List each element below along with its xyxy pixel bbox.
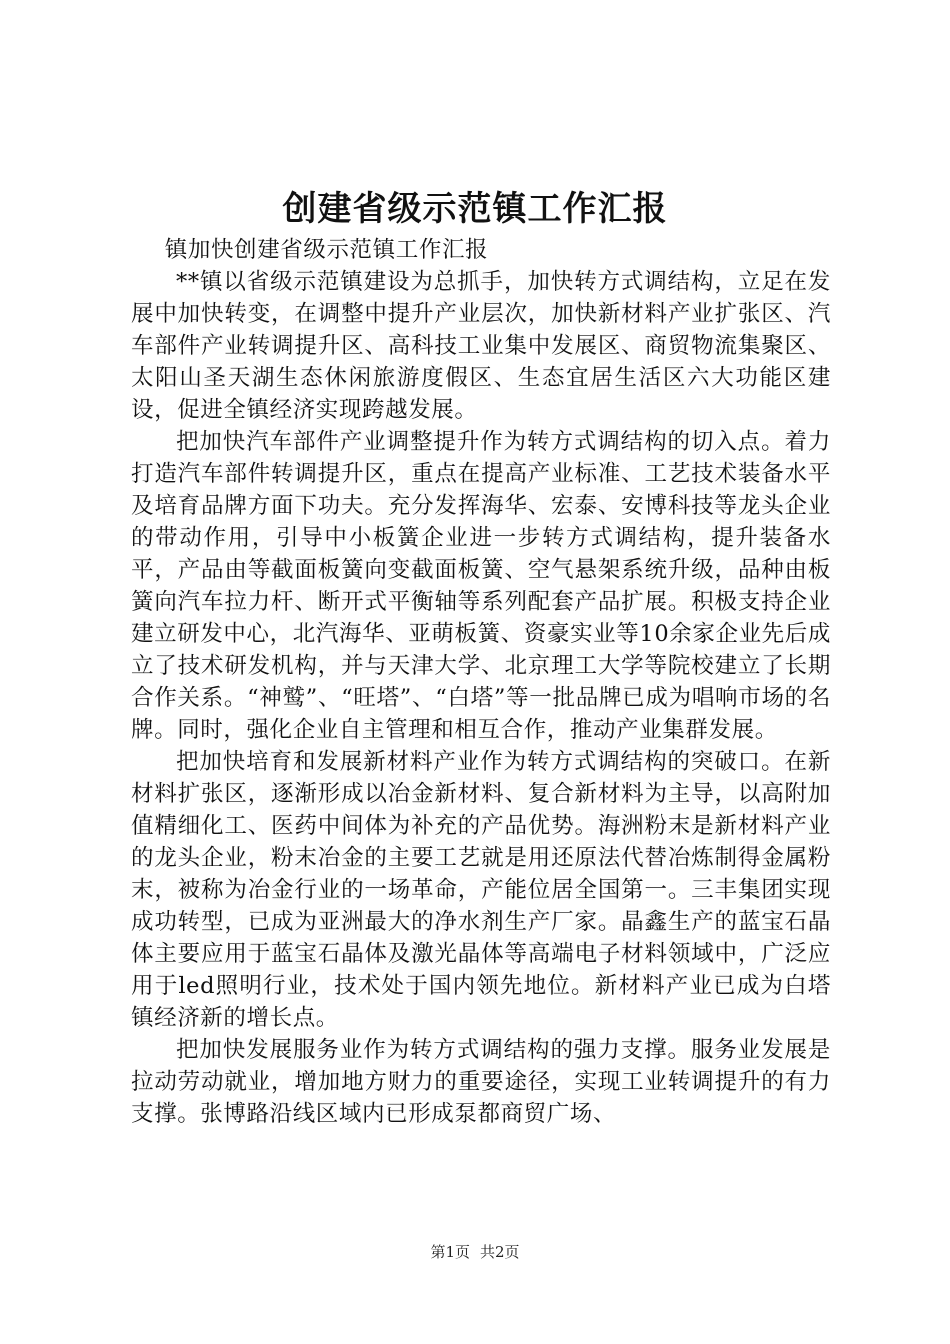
document-body	[131, 234, 831, 1130]
paragraph: 把加快培育和发展新材料产业作为转方式调结构的突破口。在新材料扩张区，逐渐形成以冶金新材料、复合新材料为主导，以高附加值精细化工、医药中间体为补充的产品优势。海洲粉末是新材料产业的龙头企业，粉末冶金的主要工艺就是用还原法代替冶炼制得金属粉末，被称为冶金行业的一场革命，产能位居全国第一。三丰集团实现成功转型，已成为亚洲最大的净水剂生产厂家。晶鑫生产的蓝宝石晶体主要应用于蓝宝石晶体及激光晶体等高端电子材料领域中，广泛应用于led照明行业，技术处于国内领先地位。新材料产业已成为白塔镇经济新的增长点。	[131, 749, 831, 1031]
page-footer	[0, 1242, 950, 1262]
page-total: 共2页	[480, 1243, 520, 1261]
paragraph: 把加快汽车部件产业调整提升作为转方式调结构的切入点。着力打造汽车部件转调提升区，重点在提高产业标准、工艺技术装备水平及培育品牌方面下功夫。充分发挥海华、宏泰、安博科技等龙头企业的带动作用，引导中小板簧企业进一步转方式调结构，提升装备水平，产品由等截面板簧向变截面板簧、空气悬架系统升级，品种由板簧向汽车拉力杆、断开式平衡轴等系列配套产品扩展。积极支持企业建立研发中心，北汽海华、亚萌板簧、资豪实业等10余家企业先后成立了技术研发机构，并与天津大学、北京理工大学等院校建立了长期合作关系。“神鹫”、“旺塔”、“白塔”等一批品牌已成为唱响市场的名牌。同时，强化企业自主管理和相互合作，推动产业集群发展。	[131, 429, 831, 743]
paragraph: 把加快发展服务业作为转方式调结构的强力支撑。服务业发展是拉动劳动就业，增加地方财力的重要途径，实现工业转调提升的有力支撑。张博路沿线区域内已形成泵都商贸广场、	[131, 1037, 831, 1127]
page-number: 第1页	[430, 1243, 470, 1261]
document-subtitle: 镇加快创建省级示范镇工作汇报	[164, 237, 489, 263]
document-title: 创建省级示范镇工作汇报	[282, 189, 668, 229]
paragraph: **镇以省级示范镇建设为总抓手，加快转方式调结构，立足在发展中加快转变，在调整中提升产业层次，加快新材料产业扩张区、汽车部件产业转调提升区、高科技工业集中发展区、商贸物流集聚区、太阳山圣天湖生态休闲旅游度假区、生态宜居生活区六大功能区建设，促进全镇经济实现跨越发展。	[131, 269, 831, 423]
